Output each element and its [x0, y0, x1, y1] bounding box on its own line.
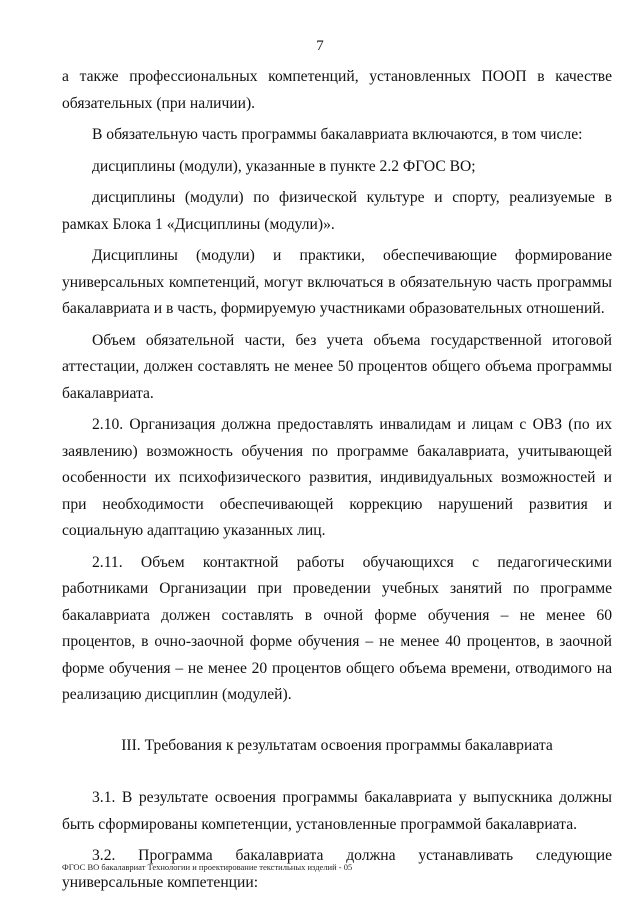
paragraph-3-1: 3.1. В результате освоения программы бакалавриата у выпускника должны быть сформированы компетенции, установленные программой бакалавриата.	[62, 789, 612, 833]
paragraph-disciplines-2-2: дисциплины (модули), указанные в пункте 2.2 ФГОС ВО;	[92, 157, 476, 175]
paragraph-2-11: 2.11. Объем контактной работы обучающихся с педагогическими работниками Организации при проведении учебных занятий по программе бакалавриата должен составлять в очной форме обучения – не менее 60 процентов, в очно-заочной форме обучения – не менее 40 процентов, в заочной форме обучения – не менее 20 процентов общего объема времени, отводимого на реализацию дисциплин (модулей).	[62, 553, 612, 703]
paragraph-mandatory-volume: Объем обязательной части, без учета объема государственной итоговой аттестации, должен составлять не менее 50 процентов общего объема программы бакалавриата.	[62, 331, 612, 402]
section-heading: III. Требования к результатам освоения программы бакалавриата	[121, 736, 553, 754]
paragraph-physical-culture: дисциплины (модули) по физической культуре и спорту, реализуемые в рамках Блока 1 «Дисциплины (модули)».	[62, 189, 612, 233]
paragraph-continuation: а также профессиональных компетенций, установленных ПООП в качестве обязательных (при наличии).	[62, 68, 612, 112]
paragraph-2-10: 2.10. Организация должна предоставлять инвалидам и лицам с ОВЗ (по их заявлению) возможность обучения по программе бакалавриата, учитывающей особенности их психофизического развития, индивидуальных возможностей и при необходимости обеспечивающей коррекцию нарушений развития и социальную адаптацию указанных лиц.	[62, 416, 612, 539]
paragraph-3-2: 3.2. Программа бакалавриата должна устанавливать следующие универсальные компетенции:	[62, 847, 612, 891]
paragraph-mandatory-part: В обязательную часть программы бакалавриата включаются, в том числе:	[92, 126, 583, 143]
paragraph-universal-competencies: Дисциплины (модули) и практики, обеспечивающие формирование универсальных компетенций, могут включаться в обязательную часть программы бакалавриата и в часть, формируемую участниками образовательных отношений.	[62, 247, 612, 317]
document-body	[62, 64, 612, 901]
page-footer: ФГОС ВО бакалавриат Технологии и проектирование текстильных изделий - 05	[62, 862, 353, 872]
page-number: 7	[316, 38, 324, 54]
